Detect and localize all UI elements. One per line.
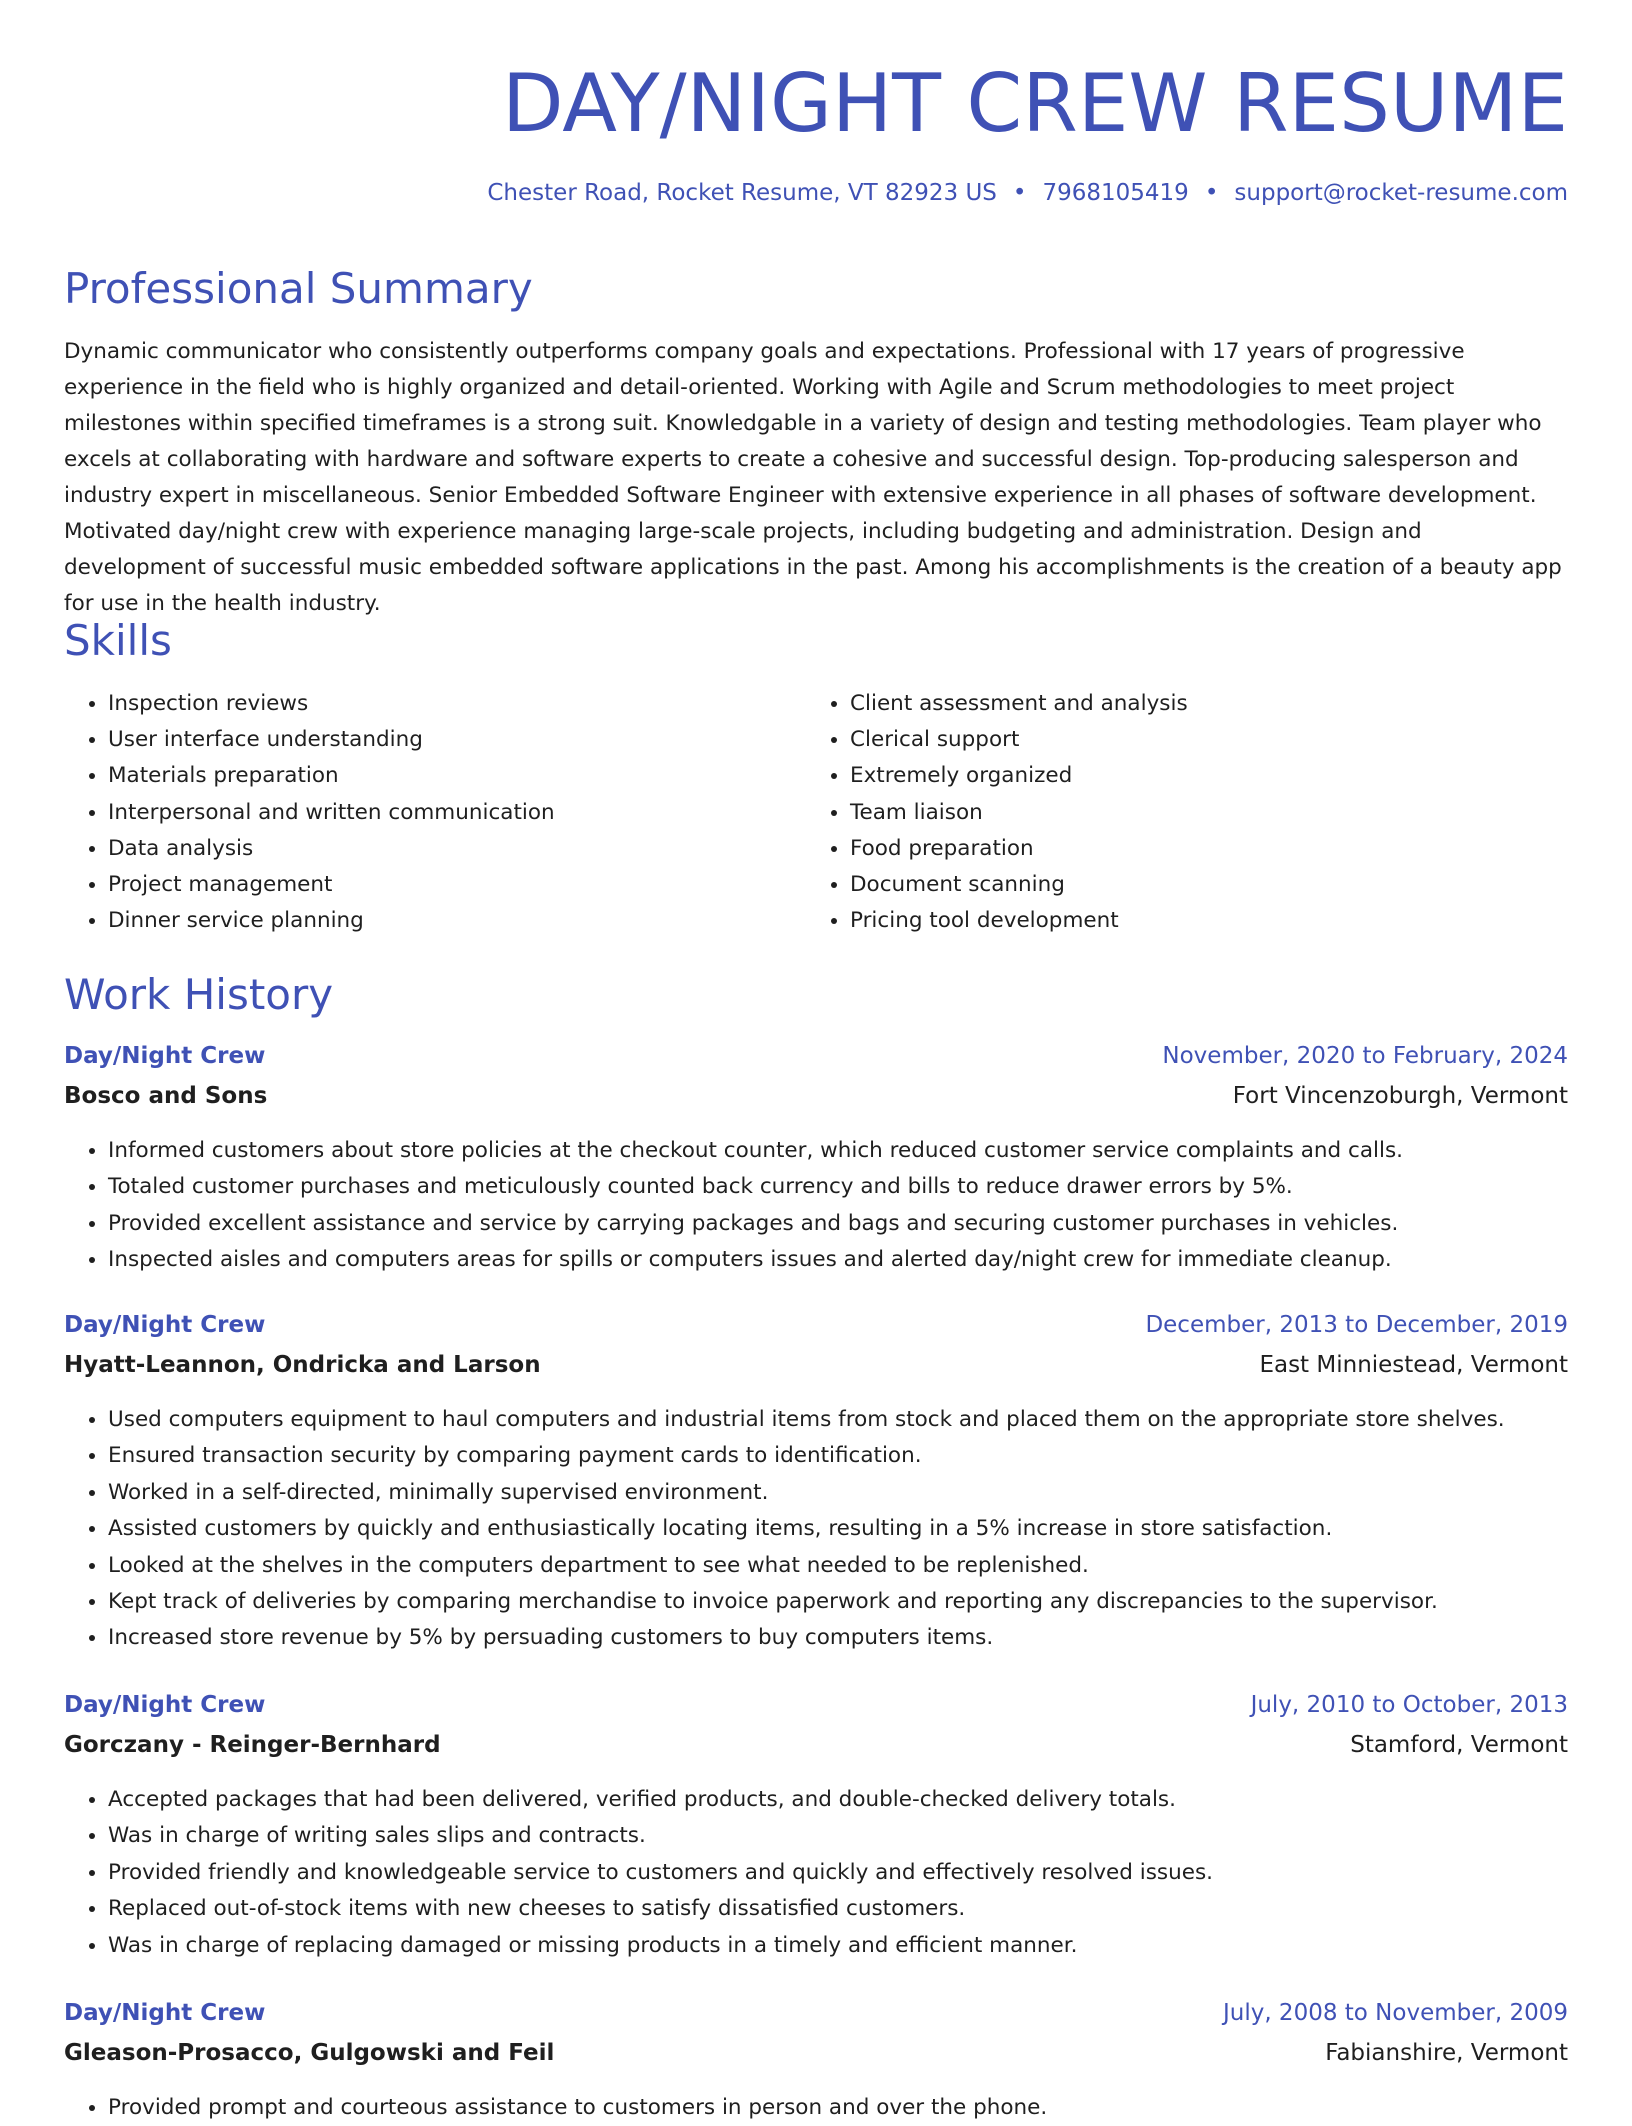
job-location: Stamford, Vermont bbox=[1350, 1732, 1568, 1758]
job-dates: July, 2008 to November, 2009 bbox=[1222, 2000, 1568, 2026]
skill-item: • Project management bbox=[108, 867, 555, 903]
job-bullet: • Worked in a self-directed, minimally supervised environment. bbox=[108, 1475, 1568, 1511]
skill-item: • Team liaison bbox=[850, 795, 1188, 831]
job-company: Hyatt-Leannon, Ondricka and Larson bbox=[64, 1352, 541, 1378]
job-header bbox=[64, 1312, 1568, 1352]
skill-item: • Data analysis bbox=[108, 831, 555, 867]
job-title: Day/Night Crew bbox=[64, 1312, 266, 1338]
job-bullets bbox=[64, 1782, 1568, 1964]
job-header bbox=[64, 1692, 1568, 1732]
contact-line bbox=[487, 180, 1568, 206]
job-bullet: • Provided prompt and courteous assistance to customers in person and over the phone. bbox=[108, 2090, 1568, 2126]
summary-heading: Professional Summary bbox=[64, 264, 533, 313]
contact-address: Chester Road, Rocket Resume, VT 82923 US bbox=[487, 180, 997, 206]
job-entry bbox=[64, 1312, 1568, 1657]
skill-item: • Inspection reviews bbox=[108, 686, 555, 722]
skill-item: • Client assessment and analysis bbox=[850, 686, 1188, 722]
job-dates: July, 2010 to October, 2013 bbox=[1250, 1692, 1568, 1718]
skill-item: • User interface understanding bbox=[108, 722, 555, 758]
job-bullets bbox=[64, 2090, 1568, 2126]
resume-page bbox=[64, 0, 1568, 2120]
job-bullet: • Totaled customer purchases and meticulously counted back currency and bills to reduce drawer errors by 5%. bbox=[108, 1169, 1568, 1205]
skill-item: • Clerical support bbox=[850, 722, 1188, 758]
skills-column-right bbox=[806, 686, 1188, 939]
job-subheader bbox=[64, 2040, 1568, 2080]
job-dates: December, 2013 to December, 2019 bbox=[1145, 1312, 1568, 1338]
skill-item: • Document scanning bbox=[850, 867, 1188, 903]
job-location: Fort Vincenzoburgh, Vermont bbox=[1232, 1083, 1568, 1109]
job-header bbox=[64, 2000, 1568, 2040]
skills-column-left bbox=[64, 686, 555, 939]
contact-separator: • bbox=[1204, 180, 1219, 206]
job-title: Day/Night Crew bbox=[64, 2000, 266, 2026]
job-subheader bbox=[64, 1083, 1568, 1123]
skill-item: • Food preparation bbox=[850, 831, 1188, 867]
contact-phone: 7968105419 bbox=[1042, 180, 1189, 206]
job-bullets bbox=[64, 1402, 1568, 1657]
job-bullet: • Assisted customers by quickly and enthusiastically locating items, resulting in a 5% increase in store satisfaction. bbox=[108, 1511, 1568, 1547]
work-history-heading: Work History bbox=[64, 970, 334, 1019]
job-subheader bbox=[64, 1352, 1568, 1392]
job-bullet: • Used computers equipment to haul computers and industrial items from stock and placed them on the appropriate store shelves. bbox=[108, 1402, 1568, 1438]
job-location: East Minniestead, Vermont bbox=[1259, 1352, 1568, 1378]
contact-separator: • bbox=[1012, 180, 1027, 206]
job-bullet: • Increased store revenue by 5% by persuading customers to buy computers items. bbox=[108, 1620, 1568, 1656]
summary-text: Dynamic communicator who consistently outperforms company goals and expectations. Professional with 17 years of progressive experience in the field who is highly organized and detail-oriented. Working with Agile and Scrum methodologies to meet project milestones within specified timeframes is a strong suit. Knowledgable in a variety of design and testing methodologies. Team player who excels at collaborating with hardware and software experts to create a cohesive and successful design. Top-producing salesperson and industry expert in miscellaneous. Senior Embedded Software Engineer with extensive experience in all phases of software development. Motivated day/night crew with experience managing large-scale projects, including budgeting and administration. Design and development of successful music embedded software applications in the past. Among his accomplishments is the creation of a beauty app for use in the health industry. bbox=[64, 339, 1562, 616]
job-title: Day/Night Crew bbox=[64, 1692, 266, 1718]
skill-item: • Extremely organized bbox=[850, 758, 1188, 794]
job-bullet: • Ensured transaction security by comparing payment cards to identification. bbox=[108, 1438, 1568, 1474]
job-bullet: • Kept track of deliveries by comparing merchandise to invoice paperwork and reporting any discrepancies to the supervisor. bbox=[108, 1584, 1568, 1620]
job-dates: November, 2020 to February, 2024 bbox=[1162, 1043, 1568, 1069]
job-bullet: • Inspected aisles and computers areas for spills or computers issues and alerted day/night crew for immediate cleanup. bbox=[108, 1242, 1568, 1278]
job-bullet: • Provided excellent assistance and service by carrying packages and bags and securing customer purchases in vehicles. bbox=[108, 1206, 1568, 1242]
skill-item: • Pricing tool development bbox=[850, 903, 1188, 939]
job-bullet: • Replaced out-of-stock items with new cheeses to satisfy dissatisfied customers. bbox=[108, 1891, 1568, 1927]
skills-heading: Skills bbox=[64, 616, 172, 665]
skill-item: • Interpersonal and written communication bbox=[108, 795, 555, 831]
job-bullet: • Looked at the shelves in the computers department to see what needed to be replenished. bbox=[108, 1548, 1568, 1584]
job-bullet: • Was in charge of writing sales slips and contracts. bbox=[108, 1818, 1568, 1854]
job-title: Day/Night Crew bbox=[64, 1043, 266, 1069]
job-header bbox=[64, 1043, 1568, 1083]
job-entry bbox=[64, 1692, 1568, 1964]
job-company: Gorczany - Reinger-Bernhard bbox=[64, 1732, 441, 1758]
job-bullet: • Informed customers about store policies at the checkout counter, which reduced customer service complaints and calls. bbox=[108, 1133, 1568, 1169]
job-bullet: • Was in charge of replacing damaged or missing products in a timely and efficient manner. bbox=[108, 1928, 1568, 1964]
resume-title: DAY/NIGHT CREW RESUME bbox=[502, 57, 1568, 150]
skill-item: • Dinner service planning bbox=[108, 903, 555, 939]
job-entry bbox=[64, 2000, 1568, 2126]
job-location: Fabianshire, Vermont bbox=[1325, 2040, 1568, 2066]
contact-email[interactable]: support@rocket-resume.com bbox=[1234, 180, 1568, 206]
job-bullet: • Accepted packages that had been delivered, verified products, and double-checked delivery totals. bbox=[108, 1782, 1568, 1818]
job-company: Gleason-Prosacco, Gulgowski and Feil bbox=[64, 2040, 555, 2066]
job-subheader bbox=[64, 1732, 1568, 1772]
job-bullet: • Provided friendly and knowledgeable service to customers and quickly and effectively resolved issues. bbox=[108, 1855, 1568, 1891]
job-company: Bosco and Sons bbox=[64, 1083, 268, 1109]
job-entry bbox=[64, 1043, 1568, 1279]
job-bullets bbox=[64, 1133, 1568, 1279]
skill-item: • Materials preparation bbox=[108, 758, 555, 794]
